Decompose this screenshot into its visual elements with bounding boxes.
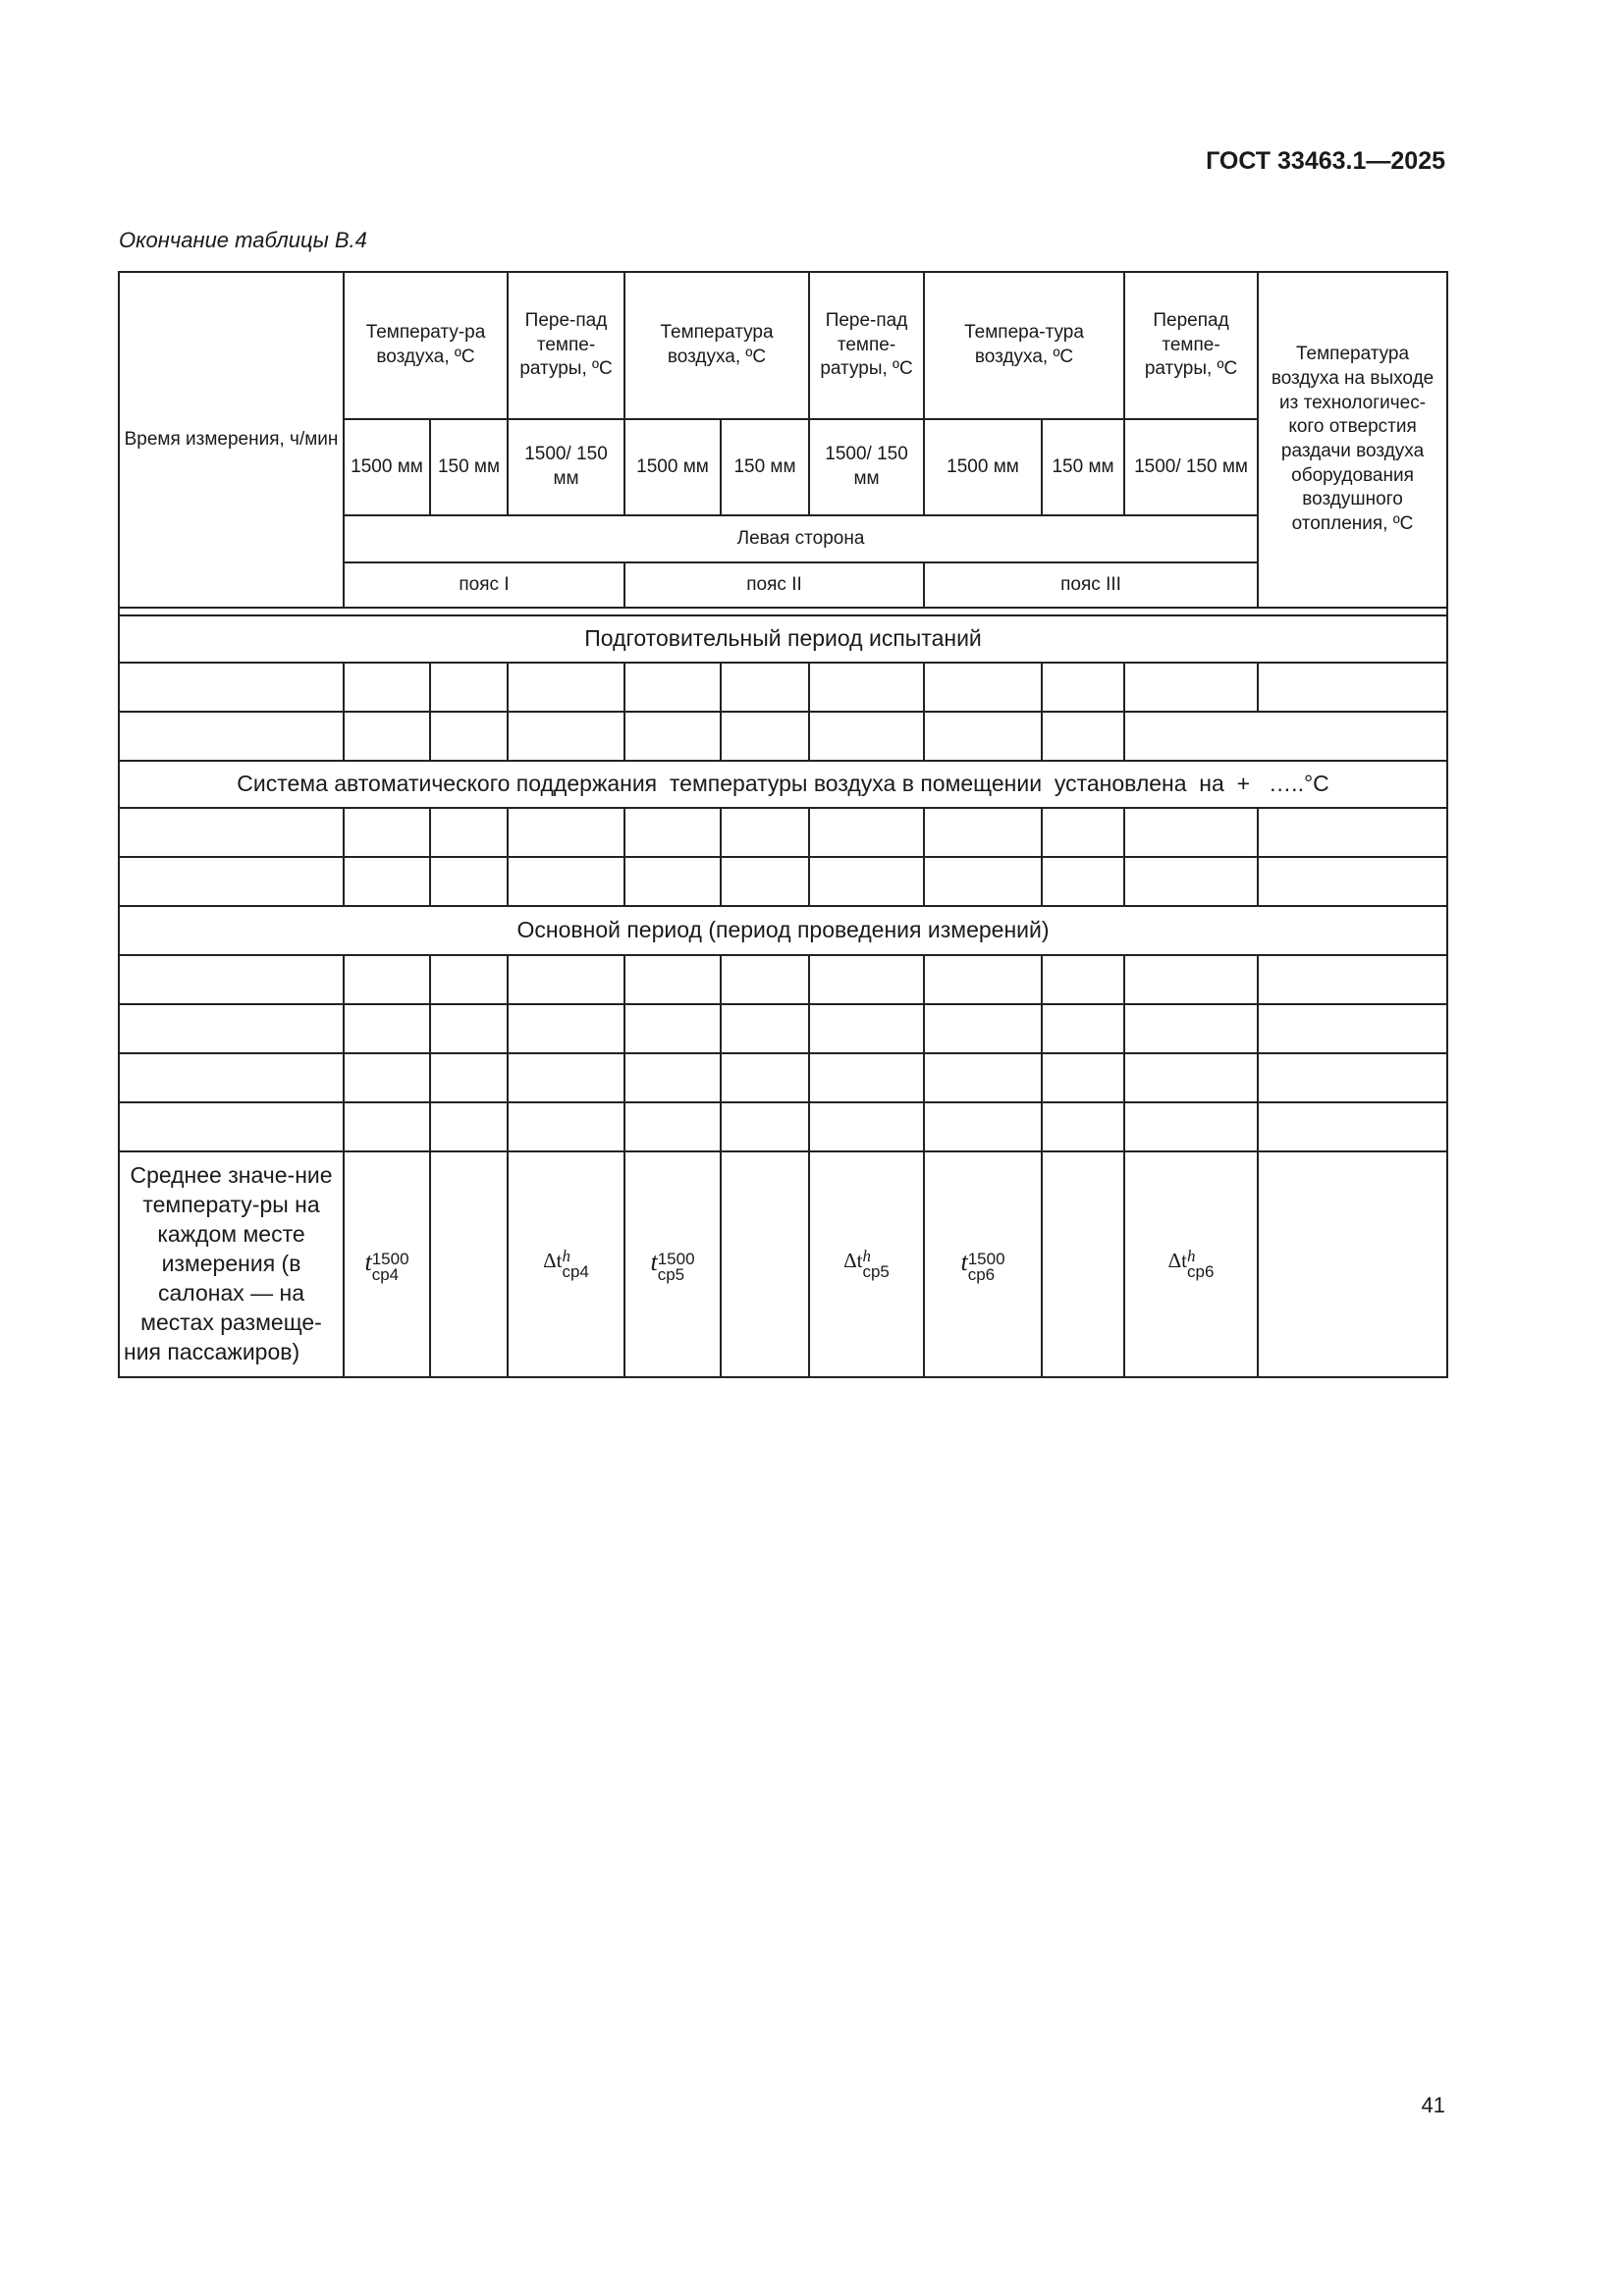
table-cell (119, 955, 344, 1004)
header-zone-2: пояс II (624, 562, 924, 608)
table-cell (1258, 857, 1447, 906)
table-cell (1042, 712, 1124, 761)
table-cell (430, 955, 508, 1004)
header-height-150: 150 мм (1042, 419, 1124, 515)
table-cell (721, 1004, 809, 1053)
header-drop-1: Пере-пад темпе-ратуры, ºС (508, 272, 624, 419)
table-cell (624, 1102, 721, 1151)
table-cell (721, 712, 809, 761)
table-row (119, 857, 1447, 906)
average-row (119, 1151, 1447, 1377)
table-cell (344, 857, 430, 906)
header-height-1500: 1500 мм (924, 419, 1042, 515)
table-cell (430, 663, 508, 712)
table-cell (924, 663, 1042, 712)
page-number: 41 (1421, 2093, 1445, 2117)
table-cell (508, 808, 624, 857)
table-caption: Окончание таблицы В.4 (119, 228, 367, 252)
table-cell (508, 1102, 624, 1151)
table-row (119, 712, 1447, 761)
table-cell (1124, 857, 1258, 906)
table-cell (721, 1151, 809, 1377)
table-cell (624, 663, 721, 712)
section-prep-title: Подготовительный период испытаний (119, 615, 1447, 663)
table-row (119, 1004, 1447, 1053)
table-cell (430, 1053, 508, 1102)
table-row (119, 1102, 1447, 1151)
table-cell (119, 1102, 344, 1151)
average-label: Среднее значе-ние температу-ры на каждом месте измерения (в салонах — на местах размеще-ния пассажиров) (119, 1151, 344, 1377)
table-cell (508, 663, 624, 712)
table-cell (1258, 808, 1447, 857)
table-cell (119, 857, 344, 906)
header-temp-2: Температура воздуха, ºС (624, 272, 809, 419)
table-cell (1042, 857, 1124, 906)
header-drop-3: Перепад темпе-ратуры, ºС (1124, 272, 1258, 419)
table-cell (430, 1004, 508, 1053)
table-cell (344, 663, 430, 712)
table-cell (1258, 1151, 1447, 1377)
table-cell (624, 857, 721, 906)
table-cell (430, 1151, 508, 1377)
table-cell (119, 808, 344, 857)
table-cell (924, 857, 1042, 906)
table-cell (624, 808, 721, 857)
average-t-1500-zone-3: t 1500 ср6 (924, 1151, 1042, 1377)
header-outlet: Температура воздуха на выходе из технологичес-кого отверстия раздачи воздуха оборудования воздушного отопления, ºС (1258, 272, 1447, 608)
table-cell (430, 1102, 508, 1151)
table-cell (344, 955, 430, 1004)
table-cell (430, 808, 508, 857)
header-temp-1: Температу-ра воздуха, ºС (344, 272, 508, 419)
section-row-auto (119, 761, 1447, 808)
table-row (119, 663, 1447, 712)
table-cell (508, 955, 624, 1004)
table-cell (1124, 712, 1447, 761)
table-cell (809, 857, 924, 906)
table-cell (430, 712, 508, 761)
header-height-1500: 1500 мм (624, 419, 721, 515)
table-cell (1042, 1053, 1124, 1102)
section-auto-title: Система автоматического поддержания температуры воздуха в помещении установлена на + …..°С (119, 761, 1447, 808)
table-cell (344, 1053, 430, 1102)
table-cell (1124, 663, 1258, 712)
table-row (119, 955, 1447, 1004)
header-zone-1: пояс I (344, 562, 624, 608)
table-cell (1124, 1004, 1258, 1053)
table-cell (1042, 663, 1124, 712)
table-cell (809, 712, 924, 761)
table-cell (508, 857, 624, 906)
header-height-diff: 1500/ 150 мм (1124, 419, 1258, 515)
table-cell (1258, 1004, 1447, 1053)
header-left-side: Левая сторона (344, 515, 1258, 562)
table-cell (1258, 663, 1447, 712)
table-cell (624, 712, 721, 761)
header-height-1500: 1500 мм (344, 419, 430, 515)
table-cell (119, 1004, 344, 1053)
standard-number: ГОСТ 33463.1—2025 (1206, 147, 1445, 175)
table-row (119, 1053, 1447, 1102)
section-row-main (119, 906, 1447, 955)
header-temp-3: Темпера-тура воздуха, ºС (924, 272, 1124, 419)
table-cell (508, 1053, 624, 1102)
table-cell (344, 1102, 430, 1151)
table-cell (1124, 955, 1258, 1004)
table-cell (624, 955, 721, 1004)
table-cell (624, 1053, 721, 1102)
table-cell (924, 1004, 1042, 1053)
table-cell (809, 1004, 924, 1053)
table-cell (1042, 955, 1124, 1004)
average-delta-zone-2: Δt h ср5 (809, 1151, 924, 1377)
header-zone-3: пояс III (924, 562, 1258, 608)
table-cell (924, 1053, 1042, 1102)
table-cell (1258, 1053, 1447, 1102)
table-cell (624, 1004, 721, 1053)
table-cell (721, 663, 809, 712)
table-cell (721, 808, 809, 857)
table-cell (1042, 808, 1124, 857)
table-cell (1042, 1102, 1124, 1151)
table-cell (344, 712, 430, 761)
table-cell (344, 808, 430, 857)
table-cell (721, 955, 809, 1004)
table-cell (1258, 1102, 1447, 1151)
table-cell (924, 1102, 1042, 1151)
header-height-150: 150 мм (721, 419, 809, 515)
table-cell (721, 1053, 809, 1102)
table-cell (924, 808, 1042, 857)
header-drop-2: Пере-пад темпе-ратуры, ºС (809, 272, 924, 419)
header-height-diff: 1500/ 150 мм (508, 419, 624, 515)
table-cell (809, 808, 924, 857)
table-cell (721, 857, 809, 906)
table-cell (1042, 1151, 1124, 1377)
table-cell (508, 712, 624, 761)
average-delta-zone-1: Δt h ср4 (508, 1151, 624, 1377)
table-cell (924, 955, 1042, 1004)
table-cell (809, 1053, 924, 1102)
measurement-table (118, 271, 1448, 1378)
header-row-quantities (119, 272, 1447, 419)
header-time: Время измерения, ч/мин (119, 272, 344, 608)
table-cell (721, 1102, 809, 1151)
section-main-title: Основной период (период проведения измерений) (119, 906, 1447, 955)
table-cell (809, 955, 924, 1004)
table-row (119, 808, 1447, 857)
table-cell (344, 1004, 430, 1053)
table-cell (430, 857, 508, 906)
section-row-prep (119, 615, 1447, 663)
table-cell (1258, 955, 1447, 1004)
table-cell (1124, 1053, 1258, 1102)
header-separator (119, 608, 1447, 615)
table-cell (809, 663, 924, 712)
table-cell (924, 712, 1042, 761)
table-cell (119, 1053, 344, 1102)
header-height-diff: 1500/ 150 мм (809, 419, 924, 515)
table-cell (1042, 1004, 1124, 1053)
header-height-150: 150 мм (430, 419, 508, 515)
average-t-1500-zone-2: t 1500 ср5 (624, 1151, 721, 1377)
table-cell (1124, 808, 1258, 857)
table-cell (508, 1004, 624, 1053)
table-cell (119, 663, 344, 712)
table-cell (809, 1102, 924, 1151)
table-cell (1124, 1102, 1258, 1151)
average-t-1500-zone-1: t 1500 ср4 (344, 1151, 430, 1377)
average-delta-zone-3: Δt h ср6 (1124, 1151, 1258, 1377)
table-cell (119, 712, 344, 761)
